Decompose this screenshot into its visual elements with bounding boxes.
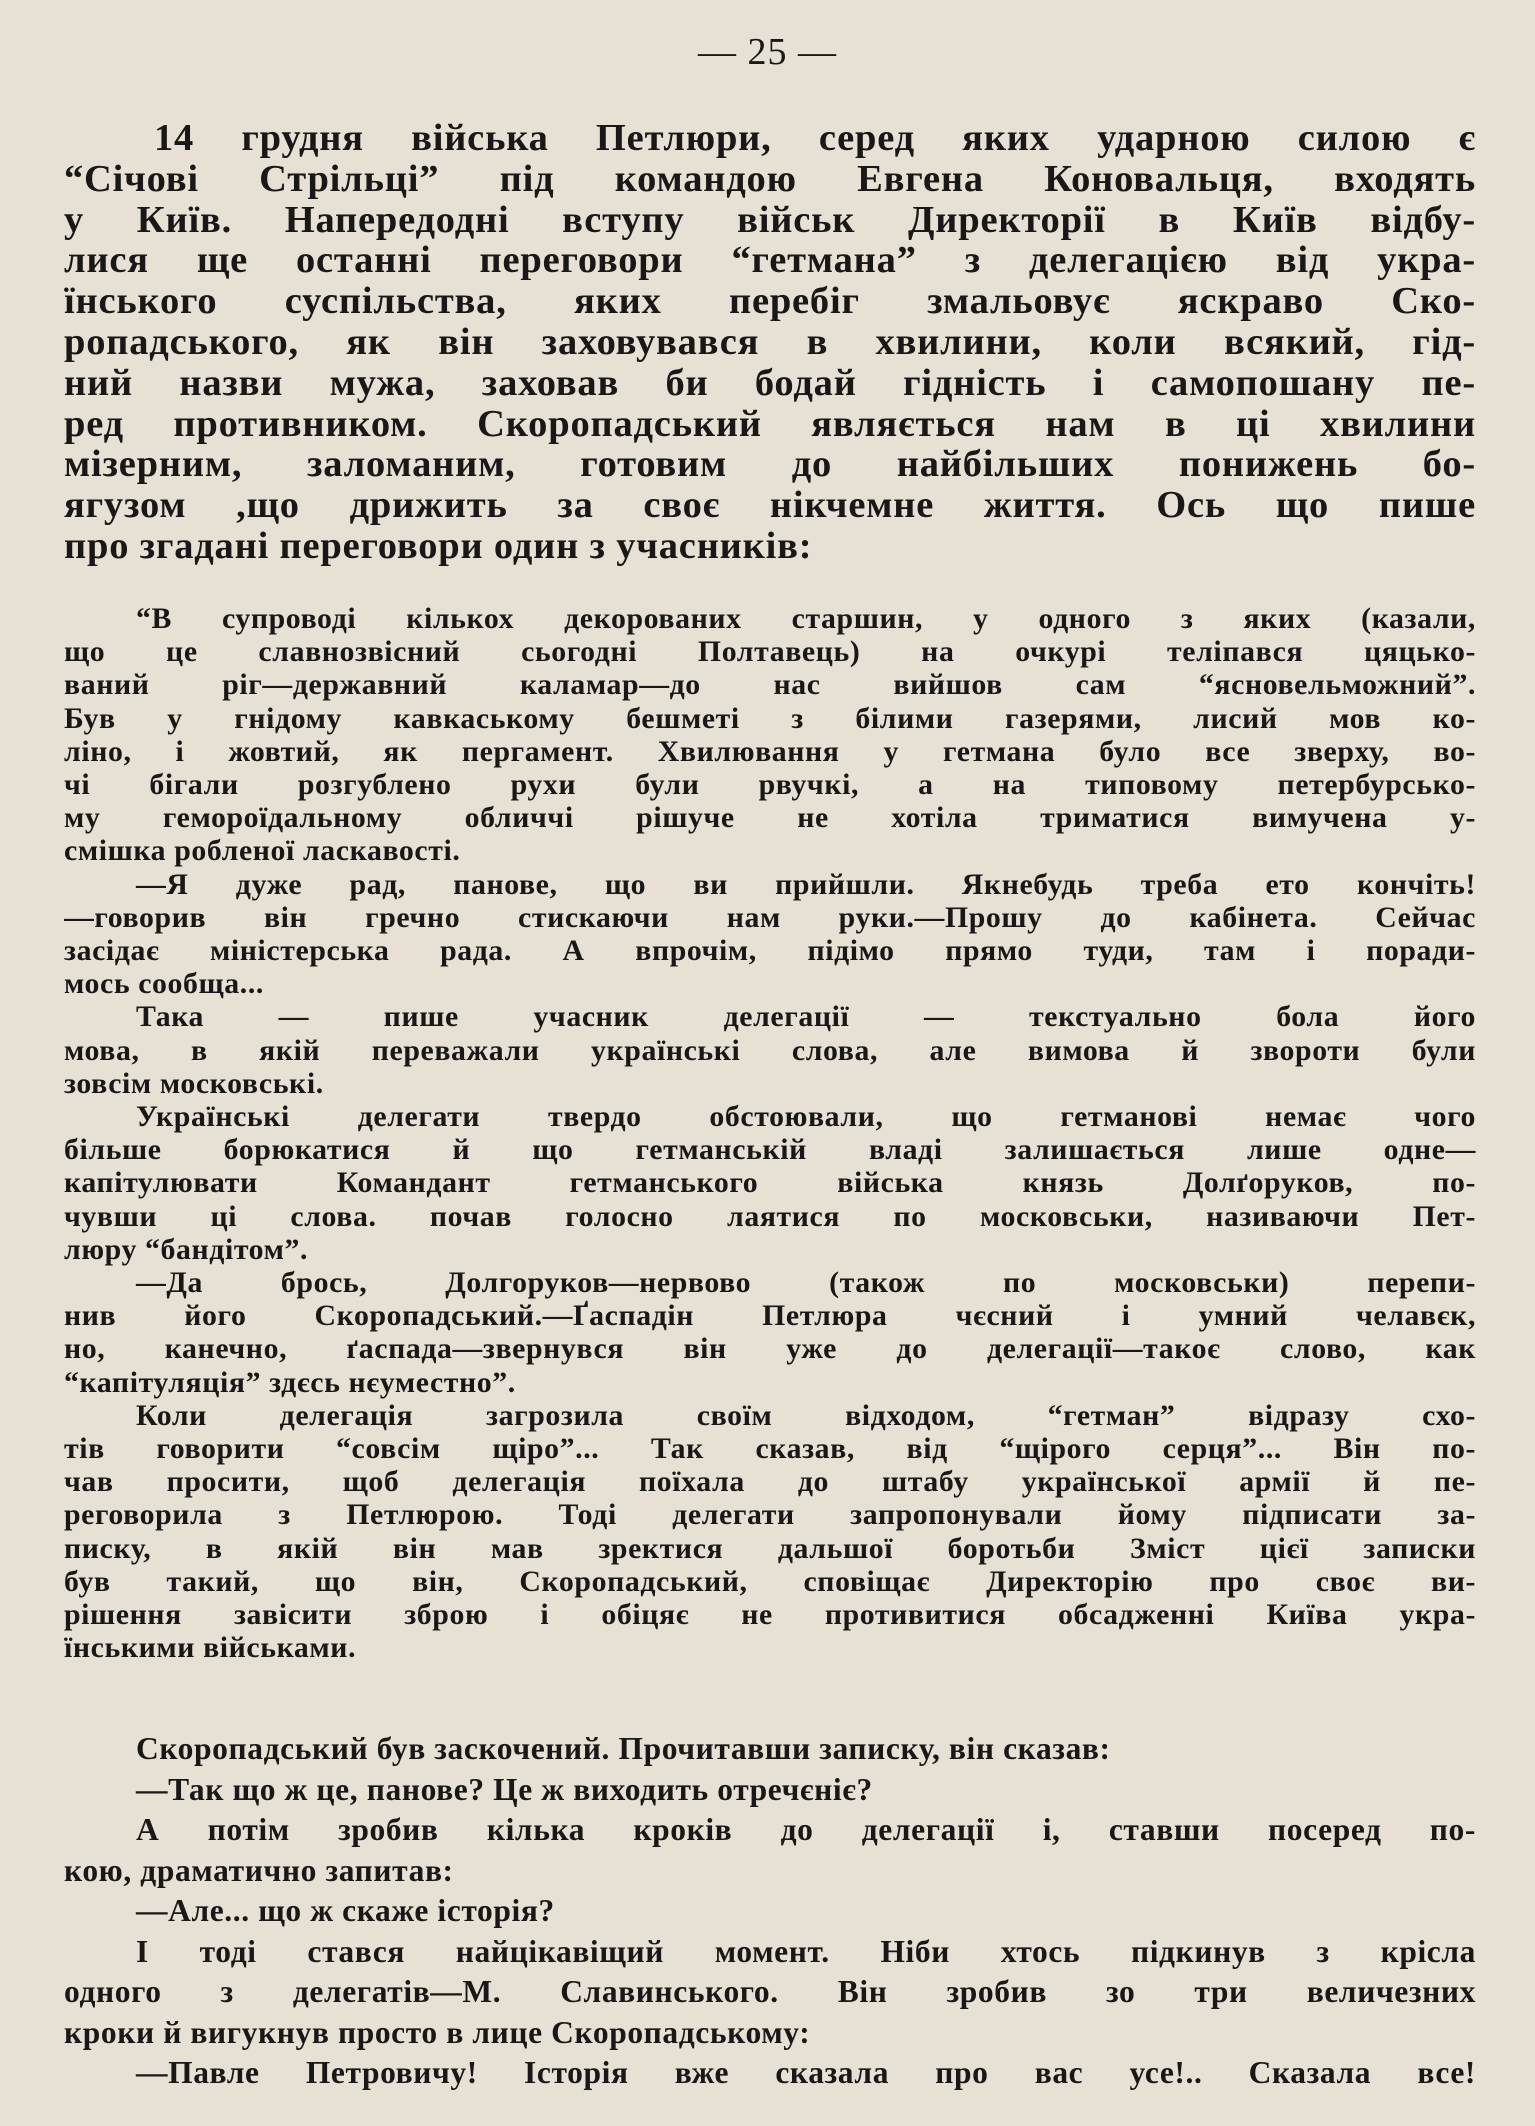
- text-line: їнського суспільства, яких перебіг змальовує яскраво Ско-: [64, 281, 1476, 322]
- text-line: мова, в якій переважали українські слова, але вимова й звороти були: [64, 1033, 1476, 1067]
- quoted-account: [64, 602, 1476, 1665]
- closing-paragraphs: [64, 1729, 1476, 2094]
- text-line: що це славнозвісний сьогодні Полтавець) на очкурі теліпався цяцько-: [64, 635, 1476, 669]
- text-line: Коли делегація загрозила своїм відходом, “гетман” відразу схо-: [136, 1398, 1476, 1432]
- text-line: —Я дуже рад, панове, що ви прийшли. Якнебудь треба ето кончіть!: [136, 867, 1476, 901]
- text-line: Така — пише учасник делегації — текстуально бола його: [136, 1000, 1476, 1034]
- text-line: —говорив він гречно стискаючи нам руки.—Прошу до кабінета. Сейчас: [64, 900, 1476, 934]
- text-line: ред противником. Скоропадський являється нам в ці хвилини: [64, 403, 1476, 445]
- text-line: чі бігали розгублено рухи були рвучкі, а на типовому петербурсько-: [64, 768, 1476, 802]
- text-line: Скоропадський був заскочений. Прочитавши записку, він сказав:: [136, 1731, 1111, 1766]
- text-line: був такий, що він, Скоропадський, сповіщає Директорію про своє ви-: [64, 1564, 1476, 1598]
- text-line: —Павле Петровичу! Історія вже сказала про вас усе!.. Сказала все!: [136, 2055, 1476, 2090]
- text-line: реговорила з Петлюрою. Тоді делегати запропонували йому підписати за-: [64, 1498, 1476, 1532]
- text-line: засідає міністерська рада. А впрочім, підімо прямо туди, там і поради-: [64, 934, 1476, 968]
- lead-paragraph: [64, 118, 1476, 567]
- text-line: смішка робленої ласкавості.: [64, 834, 461, 868]
- text-line: чувши ці слова. почав голосно лаятися по московськи, називаючи Пет-: [64, 1199, 1476, 1233]
- text-line: му гемороїдальному обличчі рішуче не хотіла триматися вимучена у-: [64, 801, 1476, 835]
- text-line: —Так що ж це, панове? Це ж виходить отречєніє?: [136, 1771, 873, 1807]
- text-line: —Да брось, Долгоруков—нервово (також по московськи) перепи-: [136, 1266, 1476, 1300]
- text-line: ліно, і жовтий, як пергамент. Хвилювання у гетмана було все зверху, во-: [64, 734, 1476, 768]
- text-line: І тоді стався найцікавіщий момент. Ніби хтось підкинув з крісла: [136, 1933, 1476, 1969]
- text-line: А потім зробив кілька кроків до делегації і, ставши посеред по-: [136, 1812, 1476, 1847]
- text-line: ягузом ,що дрижить за своє нікчемне життя. Ось що пише: [64, 485, 1476, 526]
- text-line: лися ще останні переговори “гетмана” з делегацією від укра-: [64, 240, 1476, 282]
- text-line: Був у гнідому кавкаському бешметі з білими газерями, лисий мов ко-: [64, 701, 1476, 735]
- text-line: Українські делегати твердо обстоювали, що гетманові немає чого: [136, 1100, 1476, 1134]
- text-line: мось сообща...: [64, 967, 264, 1001]
- text-line: кою, драматично запитав:: [64, 1852, 454, 1888]
- text-line: “капітуляція” здєсь нєуместно”.: [64, 1365, 516, 1399]
- text-line: більше борюкатися й що гетманській владі залишається лише одне—: [64, 1133, 1476, 1167]
- text-line: капітулювати Командант гетманського війська князь Долґоруков, по-: [64, 1166, 1476, 1200]
- text-line: 14 грудня війська Петлюри, серед яких ударною силою є: [154, 118, 1476, 159]
- text-line: одного з делегатів—М. Славинського. Він зробив зо три величезних: [64, 1974, 1476, 2009]
- text-line: —Але... що ж скаже історія?: [136, 1893, 555, 1928]
- text-line: ний назви мужа, заховав би бодай гідність і самопошану пе-: [64, 362, 1476, 404]
- text-line: ваний ріг—державний каламар—до нас вийшов сам “ясновельможний”.: [64, 668, 1476, 702]
- text-line: но, канечно, ґаспада—звернувся він уже до делегації—такоє слово, как: [64, 1332, 1476, 1366]
- text-line: кроки й вигукнув просто в лице Скоропадському:: [64, 2014, 811, 2050]
- text-line: рішення завісити зброю і обіцяє не противитися обсадженні Київа укра-: [64, 1598, 1476, 1632]
- text-line: нив його Скоропадський.—Ґаспадін Петлюра чєсний і умний челавєк,: [64, 1299, 1476, 1333]
- text-line: писку, в якій він мав зректися дальшої боротьби Зміст цієї записки: [64, 1531, 1476, 1565]
- text-line: “Січові Стрільці” під командою Евгена Коновальця, входять: [64, 158, 1476, 200]
- text-line: чав просити, щоб делегація поїхала до штабу української армії й пе-: [64, 1465, 1476, 1499]
- text-line: ропадського, як він заховувався в хвилини, коли всякий, гід-: [64, 321, 1476, 363]
- text-line: мізерним, заломаним, готовим до найбільших понижень бо-: [64, 444, 1476, 486]
- text-line: про згадані переговори один з учасників:: [64, 525, 813, 567]
- page-number: — 25 —: [698, 31, 837, 73]
- text-line: люру “бандітом”.: [64, 1232, 309, 1266]
- text-line: зовсім московські.: [64, 1066, 324, 1100]
- text-line: “В супроводі кількох декорованих старшин, у одного з яких (казали,: [136, 602, 1476, 635]
- text-line: тів говорити “совсім щіро”... Так сказав, від “щірого серця”... Він по-: [64, 1432, 1476, 1466]
- text-line: їнськими військами.: [64, 1631, 357, 1665]
- text-line: у Київ. Напередодні вступу військ Директорії в Київ відбу-: [64, 199, 1476, 241]
